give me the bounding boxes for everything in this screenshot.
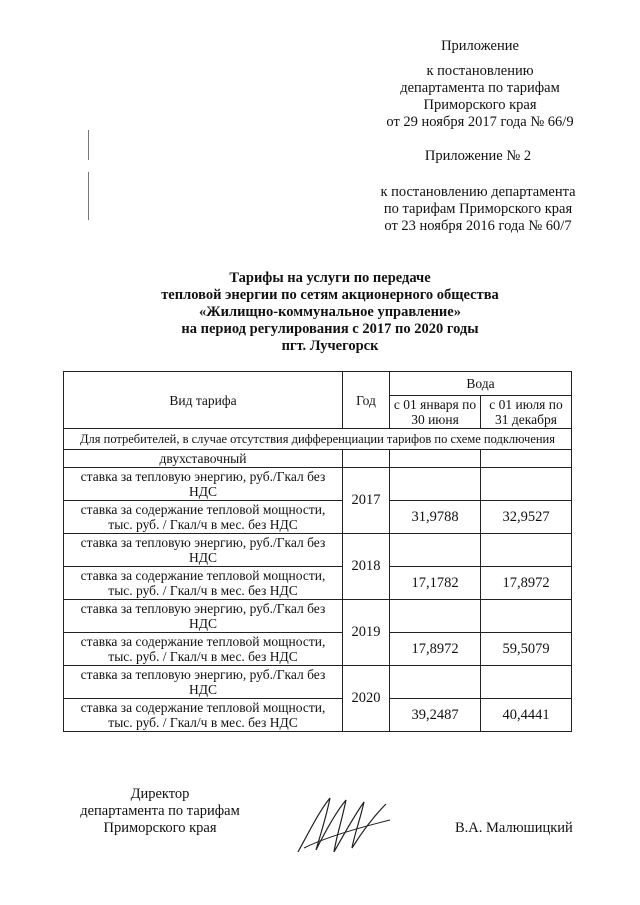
table-row — [64, 534, 572, 567]
title-line: пгт. Лучегорск — [281, 338, 379, 354]
capacity-value-2: 17,8972 — [481, 567, 572, 600]
table-row — [64, 699, 572, 732]
position-line: департамента по тарифам — [80, 803, 240, 819]
capacity-rate-label: ставка за содержание тепловой мощности, тыс. руб. / Гкал/ч в мес. без НДС — [64, 567, 343, 600]
capacity-rate-label: ставка за содержание тепловой мощности, тыс. руб. / Гкал/ч в мес. без НДС — [64, 633, 343, 666]
table-row — [64, 501, 572, 534]
header-row — [64, 372, 572, 396]
capacity-rate-label: ставка за содержание тепловой мощности, тыс. руб. / Гкал/ч в мес. без НДС — [64, 699, 343, 732]
energy-value-2 — [481, 468, 572, 501]
title-line: тепловой энергии по сетям акционерного общества — [161, 287, 499, 303]
appendix-1-title: Приложение — [441, 38, 519, 54]
header-kind: Вид тарифа — [64, 372, 343, 429]
title-line: Тарифы на услуги по передаче — [229, 270, 431, 286]
empty-cell — [481, 450, 572, 468]
table-row — [64, 600, 572, 633]
appendix-1-line: Приморского края — [423, 97, 537, 113]
energy-rate-label: ставка за тепловую энергию, руб./Гкал без НДС — [64, 600, 343, 633]
subsection-row — [64, 450, 572, 468]
section-label: Для потребителей, в случае отсутствия дифференциации тарифов по схеме подключения — [64, 429, 572, 450]
energy-value-1 — [390, 666, 481, 699]
year-cell: 2020 — [343, 666, 390, 732]
title-line: на период регулирования с 2017 по 2020 годы — [181, 321, 479, 337]
position-line: Приморского края — [103, 820, 217, 836]
year-cell: 2017 — [343, 468, 390, 534]
signatory-name: В.А. Малюшицкий — [455, 820, 573, 836]
position-line: Директор — [130, 786, 190, 802]
table-row — [64, 468, 572, 501]
signatory-position — [60, 786, 260, 837]
energy-value-2 — [481, 600, 572, 633]
appendix-1-line: от 29 ноября 2017 года № 66/9 — [386, 114, 574, 130]
tariff-table — [63, 371, 572, 732]
scan-mark — [88, 130, 89, 160]
capacity-value-2: 59,5079 — [481, 633, 572, 666]
handwritten-signature-icon — [290, 790, 400, 860]
appendix-1-header — [380, 38, 580, 131]
title-line: «Жилищно-коммунальное управление» — [199, 304, 461, 320]
capacity-value-1: 17,1782 — [390, 567, 481, 600]
energy-rate-label: ставка за тепловую энергию, руб./Гкал без НДС — [64, 666, 343, 699]
appendix-1-line: к постановлению — [426, 63, 534, 79]
document-title — [110, 270, 550, 355]
capacity-value-1: 31,9788 — [390, 501, 481, 534]
header-period-2: с 01 июля по 31 декабря — [481, 396, 572, 429]
table-row — [64, 633, 572, 666]
header-group: Вода — [390, 372, 572, 396]
capacity-value-2: 32,9527 — [481, 501, 572, 534]
energy-value-1 — [390, 534, 481, 567]
subsection-label: двухставочный — [64, 450, 343, 468]
appendix-1-line: департамента по тарифам — [400, 80, 560, 96]
capacity-value-2: 40,4441 — [481, 699, 572, 732]
appendix-2-line: по тарифам Приморского края — [383, 201, 573, 217]
energy-value-1 — [390, 600, 481, 633]
appendix-2-header — [365, 148, 591, 235]
header-period-1: с 01 января по 30 июня — [390, 396, 481, 429]
energy-rate-label: ставка за тепловую энергию, руб./Гкал без НДС — [64, 468, 343, 501]
appendix-2-title: Приложение № 2 — [424, 148, 532, 164]
energy-rate-label: ставка за тепловую энергию, руб./Гкал без НДС — [64, 534, 343, 567]
scan-mark — [88, 172, 89, 220]
capacity-value-1: 39,2487 — [390, 699, 481, 732]
empty-cell — [343, 450, 390, 468]
year-cell: 2019 — [343, 600, 390, 666]
energy-value-2 — [481, 666, 572, 699]
header-year: Год — [343, 372, 390, 429]
capacity-value-1: 17,8972 — [390, 633, 481, 666]
appendix-2-line: к постановлению департамента — [380, 184, 576, 200]
table-row — [64, 666, 572, 699]
appendix-2-line: от 23 ноября 2016 года № 60/7 — [384, 218, 572, 234]
table-row — [64, 567, 572, 600]
capacity-rate-label: ставка за содержание тепловой мощности, тыс. руб. / Гкал/ч в мес. без НДС — [64, 501, 343, 534]
energy-value-2 — [481, 534, 572, 567]
energy-value-1 — [390, 468, 481, 501]
year-cell: 2018 — [343, 534, 390, 600]
section-row — [64, 429, 572, 450]
empty-cell — [390, 450, 481, 468]
